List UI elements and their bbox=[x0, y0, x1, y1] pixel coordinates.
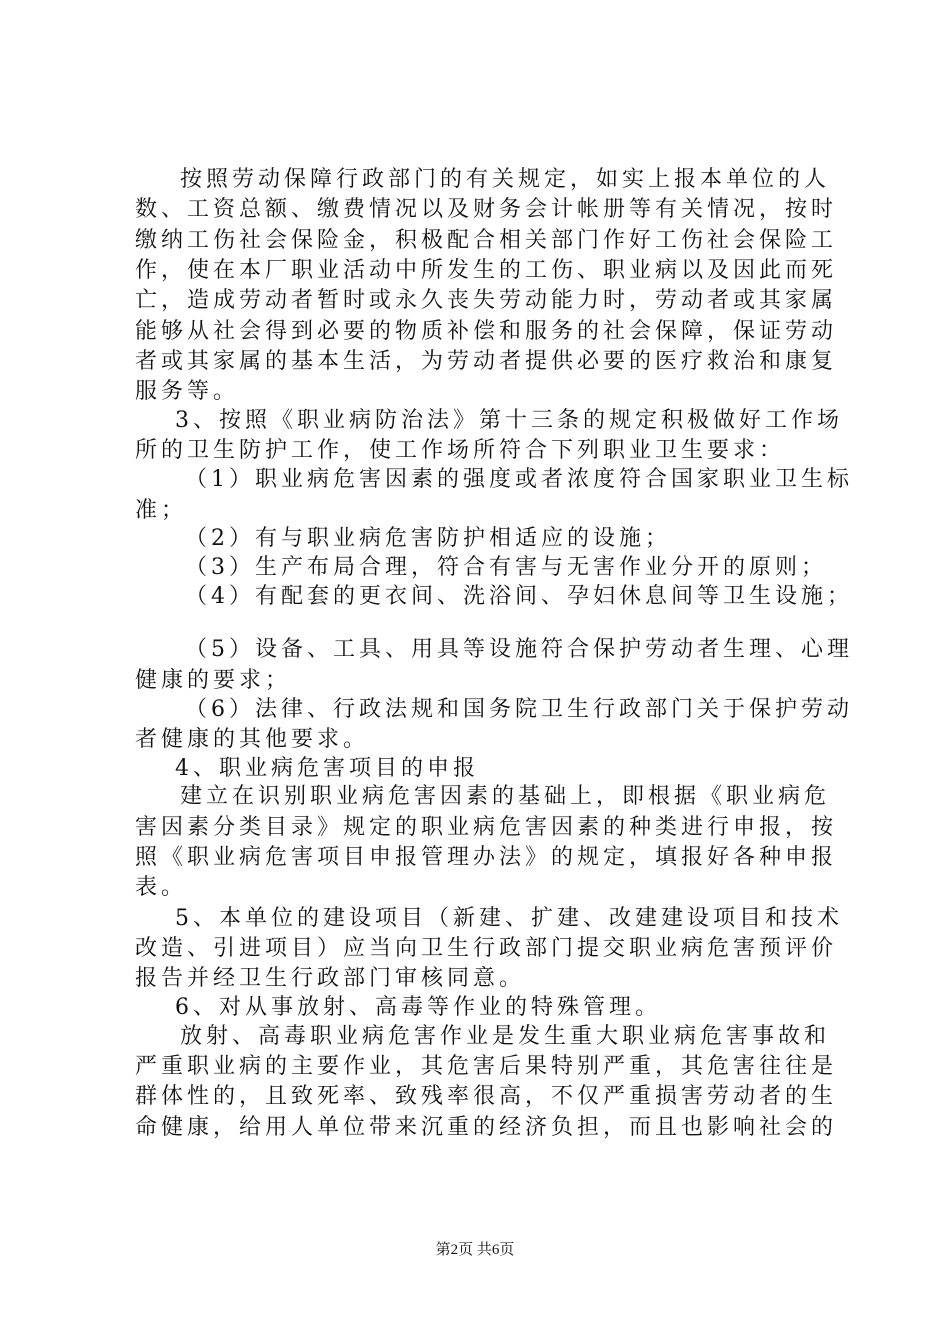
text-line: 照《职业病危害项目申报管理办法》的规定，填报好各种申报 bbox=[135, 845, 838, 870]
text-line: 表。 bbox=[135, 875, 188, 900]
text-line: 者或其家属的基本生活，为劳动者提供必要的医疗救治和康复 bbox=[135, 349, 838, 374]
text-line: 能够从社会得到必要的物质补偿和服务的社会保障，保证劳动 bbox=[135, 319, 838, 344]
text-line: （3）生产布局合理，符合有害与无害作业分开的原则； bbox=[185, 555, 827, 580]
text-line: 准； bbox=[135, 498, 188, 523]
text-line: 健康的要求； bbox=[135, 668, 292, 693]
text-line: 缴纳工伤社会保险金，积极配合相关部门作好工伤社会保险工 bbox=[135, 228, 838, 253]
text-line: 服务等。 bbox=[135, 379, 240, 404]
text-line: 严重职业病的主要作业，其危害后果特别严重，其危害往往是 bbox=[135, 1054, 838, 1079]
page-footer: 第2页 共6页 bbox=[435, 1242, 515, 1258]
text-line: 作，使在本厂职业活动中所发生的工伤、职业病以及因此而死 bbox=[135, 258, 838, 283]
text-line: 所的卫生防护工作，使工作场所符合下列职业卫生要求： bbox=[135, 438, 786, 463]
text-line: 数、工资总额、缴费情况以及财务会计帐册等有关情况，按时 bbox=[135, 197, 838, 222]
text-line: 报告并经卫生行政部门审核同意。 bbox=[135, 966, 526, 991]
text-line: 5、本单位的建设项目（新建、扩建、改建建设项目和技术 bbox=[175, 906, 843, 931]
text-line: （5）设备、工具、用具等设施符合保护劳动者生理、心理 bbox=[185, 637, 853, 662]
text-line: 亡，造成劳动者暂时或永久丧失劳动能力时，劳动者或其家属 bbox=[135, 288, 838, 313]
text-line: 害因素分类目录》规定的职业病危害因素的种类进行申报，按 bbox=[135, 815, 838, 840]
text-line: 者健康的其他要求。 bbox=[135, 727, 370, 752]
section-heading: 4、职业病危害项目的申报 bbox=[175, 756, 479, 781]
text-line: 命健康，给用人单位带来沉重的经济负担，而且也影响社会的 bbox=[135, 1115, 838, 1140]
text-line: 改造、引进项目）应当向卫生行政部门提交职业病危害预评价 bbox=[135, 936, 838, 961]
text-line: （2）有与职业病危害防护相适应的设施； bbox=[185, 526, 671, 551]
text-line: 3、按照《职业病防治法》第十三条的规定积极做好工作场 bbox=[175, 408, 843, 433]
text-line: 群体性的，且致死率、致残率很高，不仅严重损害劳动者的生 bbox=[135, 1084, 838, 1109]
text-line: （1）职业病危害因素的强度或者浓度符合国家职业卫生标 bbox=[185, 467, 853, 492]
text-line: （6）法律、行政法规和国务院卫生行政部门关于保护劳动 bbox=[185, 697, 853, 722]
text-line: 放射、高毒职业病危害作业是发生重大职业病危害事故和 bbox=[180, 1024, 831, 1049]
text-line: 建立在识别职业病危害因素的基础上，即根据《职业病危 bbox=[180, 784, 831, 809]
text-line: （4）有配套的更衣间、洗浴间、孕妇休息间等卫生设施； bbox=[185, 584, 853, 609]
section-heading: 6、对从事放射、高毒等作业的特殊管理。 bbox=[175, 995, 661, 1020]
text-line: 按照劳动保障行政部门的有关规定，如实上报本单位的人 bbox=[180, 167, 831, 192]
